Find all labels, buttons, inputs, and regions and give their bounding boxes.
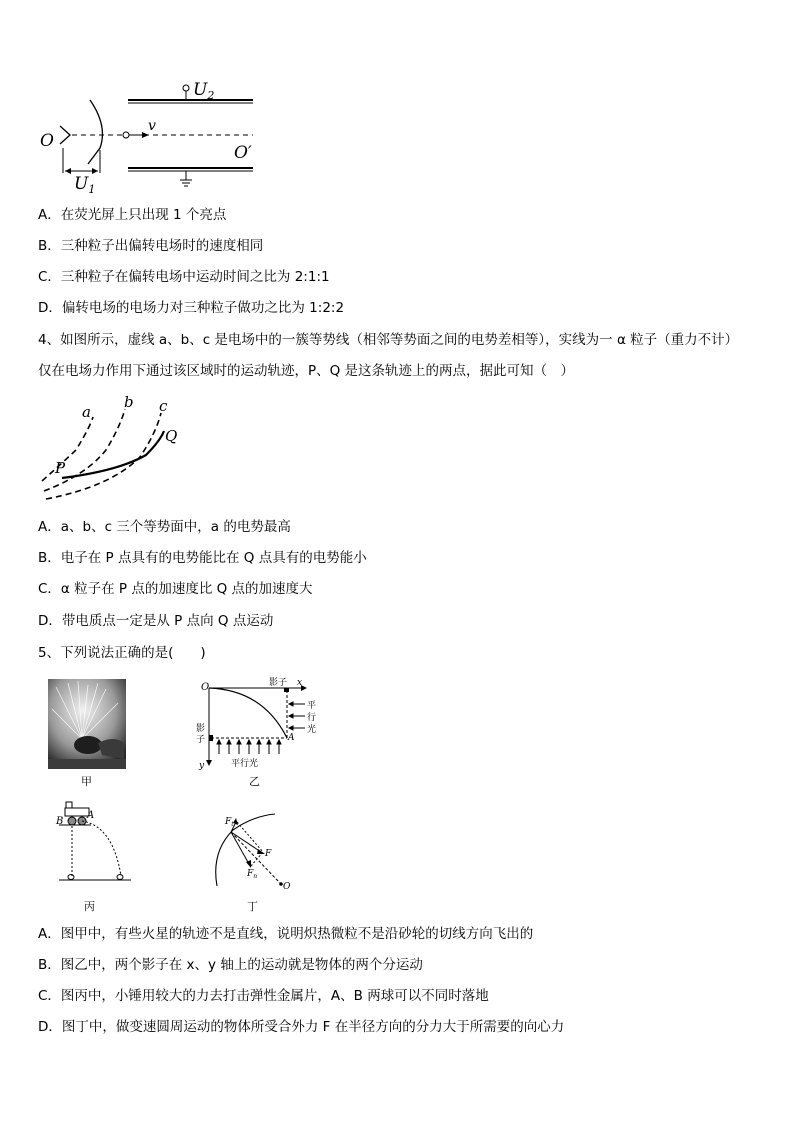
caption-ding: 丁 (247, 900, 258, 913)
q3-option-b: B．三种粒子出偏转电场时的速度相同 (38, 238, 264, 254)
o-left-label: O (40, 131, 54, 151)
y-axis-label: y (199, 761, 205, 771)
u2-label: $U_2$ (193, 80, 215, 102)
projectile-balls-diagram (55, 800, 137, 884)
shadow-projection-diagram (193, 676, 335, 774)
point-a-label: A (288, 733, 295, 743)
o-right-label: O′ (234, 143, 252, 163)
q4-option-d: D．带电质点一定是从 P 点向 Q 点运动 (38, 613, 274, 629)
ball-b-label: B (56, 816, 64, 827)
shadow-top-label: 影子 (269, 678, 288, 688)
parallel-bottom-label: 平行光 (231, 759, 259, 769)
line-c-label: c (159, 397, 168, 415)
q4-option-a: A．a、b、c 三个等势面中，a 的电势最高 (38, 519, 291, 535)
q4-option-c: C．α 粒子在 P 点的加速度比 Q 点的加速度大 (38, 581, 313, 597)
force-fn-label: $F_n$ (247, 869, 258, 880)
q5-option-d: D．图丁中，做变速圆周运动的物体所受合外力 F 在半径方向的分力大于所需要的向心力 (38, 1019, 565, 1035)
q5-option-b: B．图乙中，两个影子在 x、y 轴上的运动就是物体的两个分运动 (38, 957, 423, 973)
velocity-label: v (148, 118, 156, 134)
caption-jia: 甲 (81, 775, 92, 788)
shadow-left-2: 子 (196, 735, 206, 745)
grinding-wheel-sparks-photo (48, 679, 126, 769)
caption-yi: 乙 (249, 775, 260, 788)
q3-option-c: C．三种粒子在偏转电场中运动时间之比为 2:1:1 (38, 269, 330, 285)
force-f-label: F (265, 849, 272, 859)
line-b-label: b (124, 395, 134, 411)
q4-stem-line2: 仅在电场力作用下通过该区域时的运动轨迹，P、Q 是这条轨迹上的两点，据此可知（ ） (38, 363, 575, 379)
u1-label: $U_1$ (74, 174, 96, 193)
shadow-left-1: 影 (196, 724, 206, 734)
q4-stem-line1: 4、如图所示，虚线 a、b、c 是电场中的一簇等势线（相邻等势面之间的电势差相等），实线为一 α 粒子（重力不计） (38, 332, 739, 348)
q3-option-a: A．在荧光屏上只出现 1 个亮点 (38, 207, 227, 223)
parallel-right-2: 行 (307, 713, 317, 723)
force-ft-label: $F_t$ (225, 817, 234, 828)
q3-option-d: D．偏转电场的电场力对三种粒子做功之比为 1:2:2 (38, 300, 345, 316)
point-p-label: P (55, 459, 66, 477)
origin-o-label: O (201, 682, 210, 693)
center-o-label: O (283, 882, 291, 890)
q5-stem: 5、下列说法正确的是( ) (38, 645, 206, 661)
line-a-label: a (82, 403, 91, 421)
deflection-field-diagram (38, 78, 278, 193)
q5-option-a: A．图甲中，有些火星的轨迹不是直线，说明炽热微粒不是沿砂轮的切线方向飞出的 (38, 926, 534, 942)
parallel-right-1: 平 (307, 701, 317, 711)
equipotential-lines-diagram (38, 395, 198, 503)
x-axis-label: x (297, 678, 303, 688)
force-decomposition-diagram (203, 812, 295, 890)
q5-option-c: C．图丙中，小锤用较大的力去打击弹性金属片，A、B 两球可以不同时落地 (38, 988, 489, 1004)
ball-a-label: A (87, 810, 95, 821)
parallel-right-3: 光 (307, 725, 317, 735)
q4-option-b: B．电子在 P 点具有的电势能比在 Q 点具有的电势能小 (38, 550, 367, 566)
caption-bing: 丙 (84, 900, 95, 913)
point-q-label: Q (165, 427, 178, 445)
